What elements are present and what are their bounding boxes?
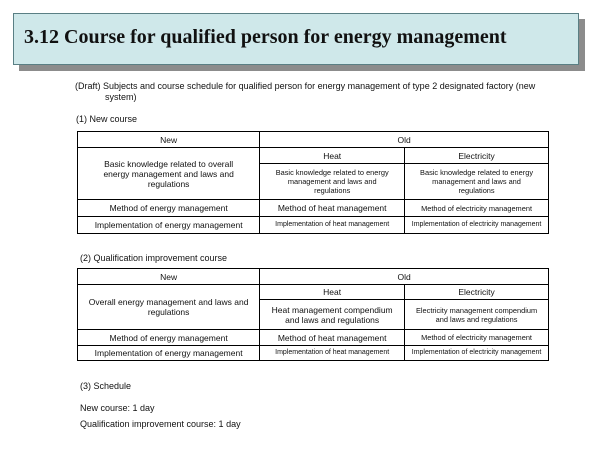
s2-row3-heat: Implementation of heat management (260, 346, 405, 361)
s1-row2-elec: Method of electricity management (405, 200, 549, 217)
s1-row3-heat: Implementation of heat management (260, 217, 405, 234)
qualification-course-table (77, 268, 549, 361)
s2-col-electricity: Electricity (405, 285, 549, 300)
s2-row3-elec: Implementation of electricity management (405, 346, 549, 361)
s2-row3-new: Implementation of energy management (78, 346, 260, 361)
section2-heading: (2) Qualification improvement course (80, 253, 228, 263)
s2-row2-elec: Method of electricity management (405, 330, 549, 346)
s1-row3-new: Implementation of energy management (78, 217, 260, 234)
s2-row2-heat: Method of heat management (260, 330, 405, 346)
s2-row2-new: Method of energy management (78, 330, 260, 346)
s1-row1-heat: Basic knowledge related to energy management and laws and regulations (260, 164, 405, 200)
s1-row2-new: Method of energy management (78, 200, 260, 217)
s2-row1-new: Overall energy management and laws and regulations (78, 285, 260, 330)
title-banner (13, 13, 579, 65)
section3-heading: (3) Schedule (80, 381, 132, 391)
schedule-new-course: New course: 1 day (80, 403, 155, 413)
s1-row2-heat: Method of heat management (260, 200, 405, 217)
s1-row3-elec: Implementation of electricity management (405, 217, 549, 234)
s1-row1-new: Basic knowledge related to overall energy management and laws and regulations (78, 148, 260, 200)
schedule-qualification-course: Qualification improvement course: 1 day (80, 419, 241, 429)
s2-row1-elec: Electricity management compendium and laws and regulations (405, 300, 549, 330)
section1-heading: (1) New course (76, 114, 138, 124)
new-course-table (77, 131, 549, 234)
s2-col-heat: Heat (260, 285, 405, 300)
s1-col-electricity: Electricity (405, 148, 549, 164)
intro-line-2: system) (105, 92, 137, 102)
s2-row1-heat: Heat management compendium and laws and regulations (260, 300, 405, 330)
s1-col-new: New (78, 132, 260, 148)
intro-line-1: (Draft) Subjects and course schedule for qualified person for energy management of type 2 designated factory (new (75, 81, 536, 91)
s2-col-new: New (78, 269, 260, 285)
s1-row1-elec: Basic knowledge related to energy management and laws and regulations (405, 164, 549, 200)
s1-col-heat: Heat (260, 148, 405, 164)
s1-col-old: Old (260, 132, 549, 148)
page-title: 3.12 Course for qualified person for energy management (24, 26, 507, 48)
s2-col-old: Old (260, 269, 549, 285)
